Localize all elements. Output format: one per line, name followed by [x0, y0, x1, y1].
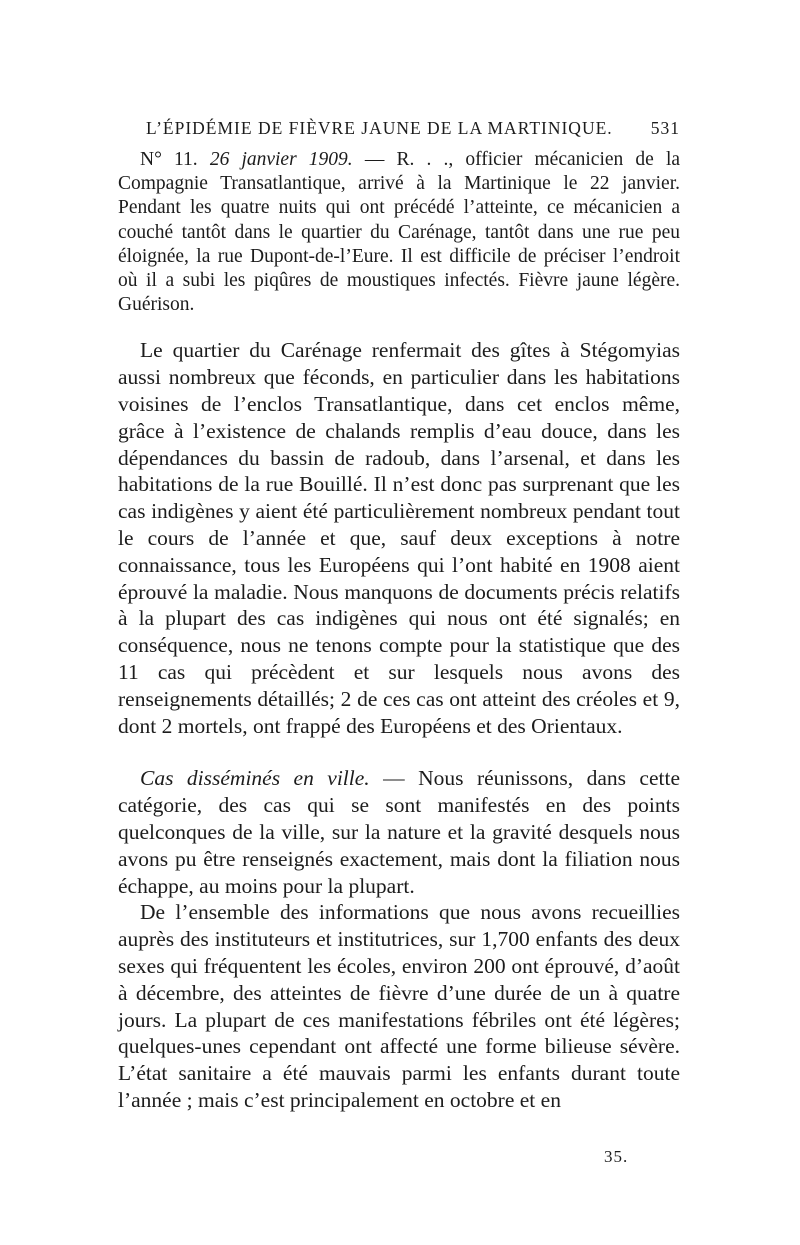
- document-page: [118, 118, 680, 1114]
- paragraph-ensemble: De l’ensemble des informations que nous avons recueillies auprès des instituteurs et institutrices, sur 1,700 enfants des deux sexes qui fréquentent les écoles, environ 200 ont éprouvé, d’août à décembre, des atteintes de fièvre d’une durée de un à quatre jours. La plupart de ces manifestations fébriles ont été légères; quelques-unes cependant ont affecté une forme bilieuse sévère. L’état sanitaire a été mauvais parmi les enfants durant toute l’année ; mais c’est principalement en octobre et en: [118, 900, 680, 1112]
- running-head: [118, 118, 680, 148]
- running-title: L’ÉPIDÉMIE DE FIÈVRE JAUNE DE LA MARTINIQUE.: [146, 118, 613, 138]
- case-date: 26 janvier 1909.: [209, 149, 353, 170]
- paragraph-carenage: Le quartier du Carénage renfermait des gîtes à Stégomyias aussi nombreux que féconds, en particulier dans les habitations voisines de l’enclos Transatlantique, dans cet enclos même, grâce à l’existence de chalands remplis d’eau douce, dans les dépendances du bassin de radoub, dans l’arsenal, et dans les habitations de la rue Bouillé. Il n’est donc pas surprenant que les cas indigènes y aient été particulièrement nombreux pendant tout le cours de l’année et que, sauf deux exceptions à notre connaissance, tous les Européens qui l’ont habité en 1908 aient éprouvé la maladie. Nous manquons de documents précis relatifs à la plupart des cas indigènes qui nous ont été signalés; en conséquence, nous ne tenons compte pour la statistique que des 11 cas qui précèdent et sur lesquels nous avons des renseignements détaillés; 2 de ces cas ont atteint des créoles et 9, dont 2 mortels, ont frappé des Européens et des Orientaux.: [118, 338, 680, 738]
- case-number: N° 11.: [140, 149, 198, 170]
- page-number: 531: [650, 118, 680, 138]
- case-text: — R. . ., officier mécanicien de la Compagnie Transatlantique, arrivé à la Martinique le 22 janvier. Pendant les quatre nuits qui ont précédé l’atteinte, ce mécanicien a couché tantôt dans le quartier du Carénage, tantôt dans une rue peu éloignée, la rue Dupont-de-l’Eure. Il est difficile de préciser l’endroit où il a subi les piqûres de moustiques infectés. Fièvre jaune légère. Guérison.: [118, 149, 681, 316]
- signature-mark: 35.: [604, 1147, 629, 1166]
- cas-dissemines-text: — Nous réunissons, dans cette catégorie, des cas qui se sont manifestés en des points quelconques de la ville, sur la nature et la gravité desquels nous avons pu être renseignés exactement, mais dont la filiation nous échappe, au moins pour la plupart.: [118, 766, 681, 898]
- case-note-paragraph: [118, 148, 680, 317]
- section-heading-cas-dissemines: Cas disséminés en ville.: [140, 766, 370, 791]
- paragraph-cas-dissemines: [118, 765, 680, 899]
